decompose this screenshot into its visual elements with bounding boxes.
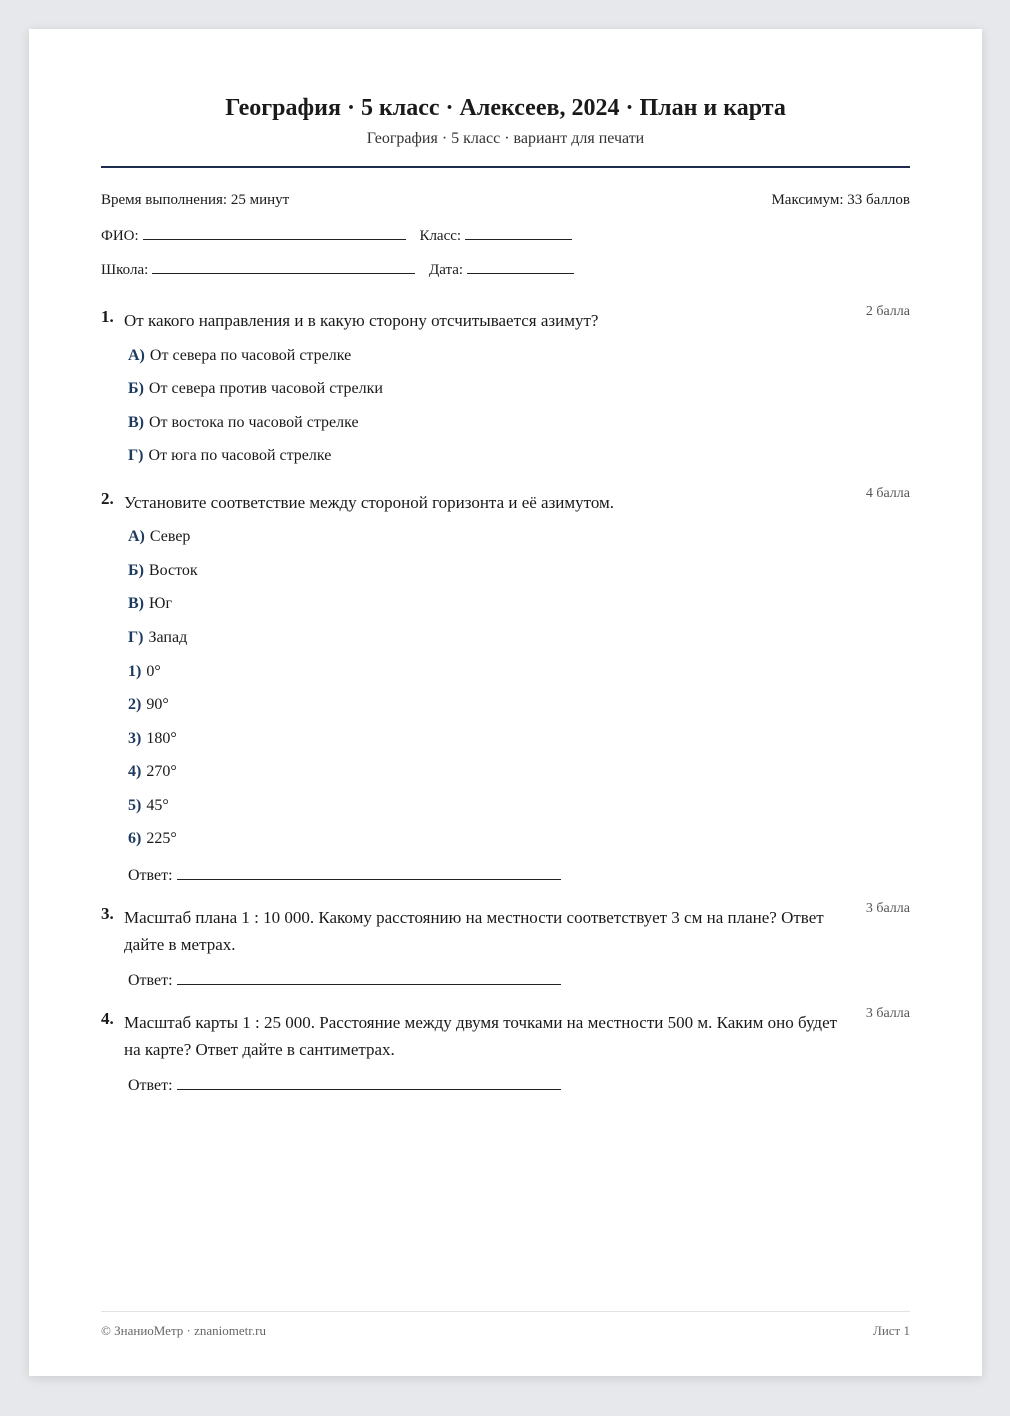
question-points: 3 балла xyxy=(865,901,910,916)
answer-field-3[interactable] xyxy=(128,970,561,990)
answer-label: Ответ: xyxy=(128,972,173,989)
question-number: 3. xyxy=(101,904,114,923)
question-number: 1. xyxy=(101,307,114,326)
school-label: Школа: xyxy=(101,262,149,278)
answer-label: Ответ: xyxy=(128,1077,173,1094)
question-points: 4 балла xyxy=(865,486,910,501)
page-subtitle: География · 5 класс · вариант для печати xyxy=(366,130,645,147)
page-content xyxy=(101,29,910,1376)
question-number: 4. xyxy=(101,1009,114,1028)
answer-line[interactable] xyxy=(177,1075,561,1090)
option-2-4[interactable]: 4) 270° xyxy=(128,763,177,780)
option-2-2[interactable]: 2) 90° xyxy=(128,696,169,713)
answer-label: Ответ: xyxy=(128,867,173,884)
class-field[interactable] xyxy=(419,225,572,245)
footer-divider xyxy=(101,1311,910,1312)
answer-field-4[interactable] xyxy=(128,1075,561,1095)
footer-sheet-number: Лист 1 xyxy=(873,1323,910,1338)
date-line[interactable] xyxy=(467,259,574,274)
question-number: 2. xyxy=(101,489,114,508)
answer-field-2[interactable] xyxy=(128,865,561,885)
answer-line[interactable] xyxy=(177,970,561,985)
option-2-6[interactable]: 6) 225° xyxy=(128,830,177,847)
question-text: Масштаб карты 1 : 25 000. Расстояние между двумя точками на местности 500 м. Каким оно будет на карте? Ответ дайте в сантиметрах. xyxy=(124,1013,838,1059)
time-limit: Время выполнения: 25 минут xyxy=(101,192,290,208)
question-points: 3 балла xyxy=(865,1006,910,1021)
school-field[interactable] xyxy=(101,259,415,279)
question-text: Масштаб плана 1 : 10 000. Какому расстоянию на местности соответствует 3 см на плане? Ответ дайте в метрах. xyxy=(124,908,824,954)
page-footer xyxy=(101,1323,910,1339)
option-2-1[interactable]: 1) 0° xyxy=(128,663,161,680)
question-text: Установите соответствие между стороной горизонта и её азимутом. xyxy=(124,493,615,512)
fio-label: ФИО: xyxy=(101,228,139,244)
fio-field[interactable] xyxy=(101,225,406,245)
date-label: Дата: xyxy=(429,262,464,278)
footer-copyright: © ЗнаниоМетр · znaniometr.ru xyxy=(101,1323,266,1338)
option-2-3[interactable]: 3) 180° xyxy=(128,730,177,747)
question-points: 2 балла xyxy=(865,304,910,319)
meta-school-row xyxy=(101,259,910,279)
option-2-b[interactable]: Б) Восток xyxy=(128,562,198,579)
page-title: География · 5 класс · Алексеев, 2024 · План и карта xyxy=(225,95,786,121)
question-text: От какого направления и в какую сторону отсчитывается азимут? xyxy=(124,311,599,330)
fio-line[interactable] xyxy=(143,225,406,240)
option-1-c[interactable]: В) От востока по часовой стрелке xyxy=(128,414,359,431)
date-field[interactable] xyxy=(429,259,574,279)
option-2-a[interactable]: А) Север xyxy=(128,528,191,545)
class-label: Класс: xyxy=(419,228,462,244)
option-1-b[interactable]: Б) От севера против часовой стрелки xyxy=(128,380,383,397)
header-divider xyxy=(101,166,910,168)
option-2-5[interactable]: 5) 45° xyxy=(128,797,169,814)
option-1-d[interactable]: Г) От юга по часовой стрелке xyxy=(128,447,332,464)
option-2-d[interactable]: Г) Запад xyxy=(128,629,188,646)
meta-time-row xyxy=(101,192,910,209)
option-2-c[interactable]: В) Юг xyxy=(128,595,173,612)
class-line[interactable] xyxy=(465,225,572,240)
meta-fio-row xyxy=(101,225,910,245)
max-score: Максимум: 33 баллов xyxy=(771,192,910,208)
answer-line[interactable] xyxy=(177,865,561,880)
option-1-a[interactable]: А) От севера по часовой стрелке xyxy=(128,347,352,364)
worksheet-page xyxy=(29,29,982,1376)
school-line[interactable] xyxy=(152,259,415,274)
